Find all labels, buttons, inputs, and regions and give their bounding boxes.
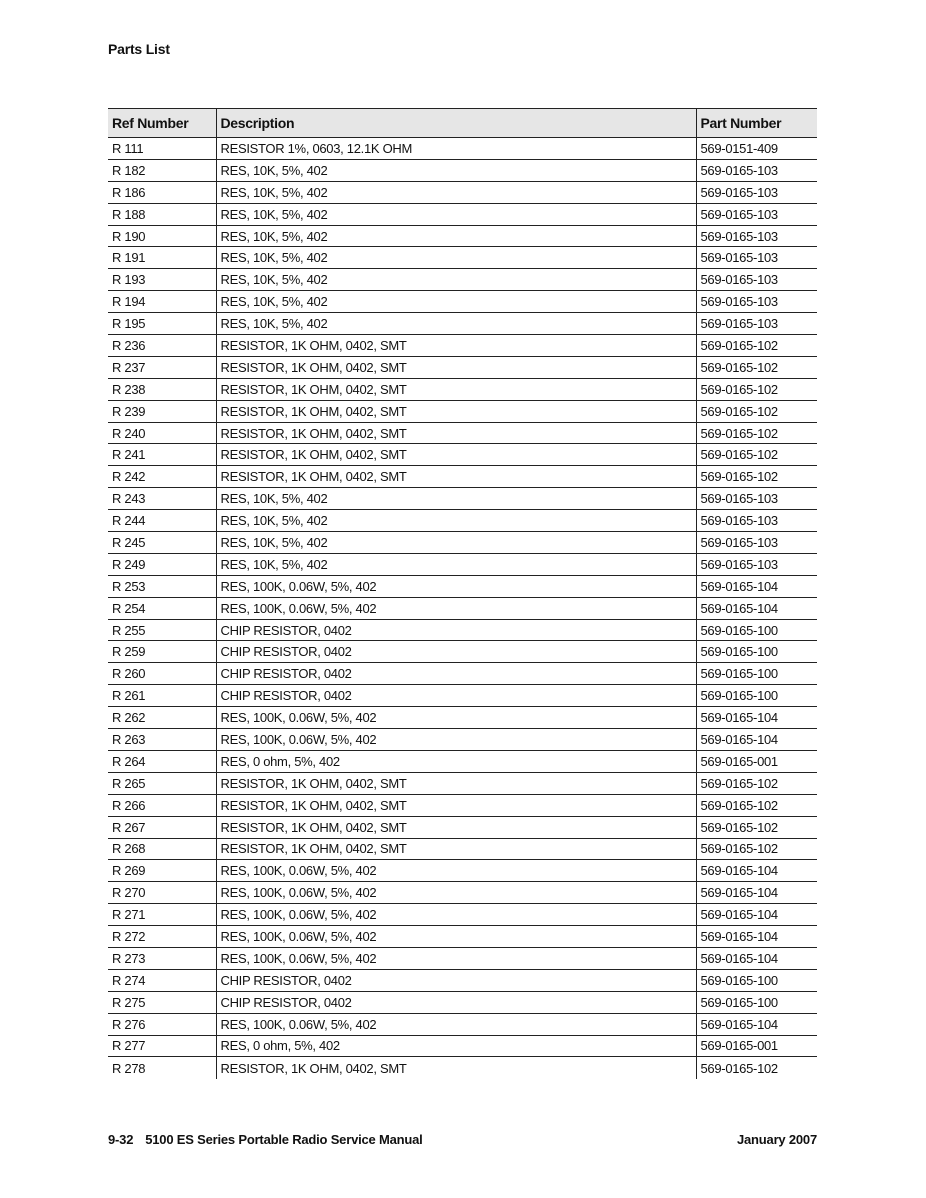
table-row	[108, 291, 817, 313]
ref-number-cell: R 238	[108, 378, 216, 400]
ref-number-cell: R 269	[108, 860, 216, 882]
description-cell: RESISTOR, 1K OHM, 0402, SMT	[216, 422, 696, 444]
ref-number-cell: R 255	[108, 619, 216, 641]
table-row	[108, 707, 817, 729]
part-number-cell: 569-0165-103	[696, 313, 817, 335]
table-row	[108, 619, 817, 641]
ref-number-cell: R 277	[108, 1035, 216, 1057]
description-cell: RES, 10K, 5%, 402	[216, 159, 696, 181]
column-header-part-number: Part Number	[696, 109, 817, 138]
table-row	[108, 335, 817, 357]
description-cell: RES, 100K, 0.06W, 5%, 402	[216, 575, 696, 597]
description-cell: RESISTOR, 1K OHM, 0402, SMT	[216, 1057, 696, 1079]
table-row	[108, 794, 817, 816]
table-row	[108, 838, 817, 860]
part-number-cell: 569-0165-104	[696, 597, 817, 619]
part-number-cell: 569-0165-103	[696, 159, 817, 181]
part-number-cell: 569-0165-103	[696, 291, 817, 313]
table-row	[108, 926, 817, 948]
ref-number-cell: R 236	[108, 335, 216, 357]
ref-number-cell: R 264	[108, 750, 216, 772]
part-number-cell: 569-0165-001	[696, 1035, 817, 1057]
ref-number-cell: R 237	[108, 356, 216, 378]
description-cell: RES, 100K, 0.06W, 5%, 402	[216, 729, 696, 751]
part-number-cell: 569-0165-104	[696, 904, 817, 926]
part-number-cell: 569-0165-103	[696, 203, 817, 225]
ref-number-cell: R 263	[108, 729, 216, 751]
column-header-description: Description	[216, 109, 696, 138]
description-cell: RES, 100K, 0.06W, 5%, 402	[216, 860, 696, 882]
description-cell: CHIP RESISTOR, 0402	[216, 685, 696, 707]
ref-number-cell: R 267	[108, 816, 216, 838]
ref-number-cell: R 265	[108, 772, 216, 794]
description-cell: RESISTOR, 1K OHM, 0402, SMT	[216, 816, 696, 838]
table-row	[108, 488, 817, 510]
ref-number-cell: R 111	[108, 138, 216, 160]
table-row	[108, 947, 817, 969]
table-row	[108, 991, 817, 1013]
description-cell: RES, 10K, 5%, 402	[216, 203, 696, 225]
ref-number-cell: R 241	[108, 444, 216, 466]
table-row	[108, 225, 817, 247]
table-row	[108, 969, 817, 991]
description-cell: RESISTOR, 1K OHM, 0402, SMT	[216, 466, 696, 488]
table-row	[108, 729, 817, 751]
footer-date: January 2007	[737, 1132, 817, 1147]
table-row	[108, 1035, 817, 1057]
part-number-cell: 569-0165-100	[696, 641, 817, 663]
description-cell: CHIP RESISTOR, 0402	[216, 969, 696, 991]
ref-number-cell: R 194	[108, 291, 216, 313]
table-row	[108, 203, 817, 225]
table-row	[108, 247, 817, 269]
ref-number-cell: R 266	[108, 794, 216, 816]
description-cell: RES, 100K, 0.06W, 5%, 402	[216, 882, 696, 904]
part-number-cell: 569-0165-001	[696, 750, 817, 772]
part-number-cell: 569-0165-102	[696, 378, 817, 400]
table-row	[108, 575, 817, 597]
part-number-cell: 569-0165-103	[696, 181, 817, 203]
ref-number-cell: R 253	[108, 575, 216, 597]
ref-number-cell: R 273	[108, 947, 216, 969]
part-number-cell: 569-0165-103	[696, 225, 817, 247]
table-row	[108, 269, 817, 291]
ref-number-cell: R 182	[108, 159, 216, 181]
part-number-cell: 569-0165-104	[696, 860, 817, 882]
table-header-row	[108, 109, 817, 138]
description-cell: RESISTOR 1%, 0603, 12.1K OHM	[216, 138, 696, 160]
part-number-cell: 569-0165-104	[696, 729, 817, 751]
description-cell: RES, 10K, 5%, 402	[216, 291, 696, 313]
description-cell: CHIP RESISTOR, 0402	[216, 991, 696, 1013]
page-footer	[108, 1132, 817, 1147]
part-number-cell: 569-0165-102	[696, 444, 817, 466]
description-cell: RES, 10K, 5%, 402	[216, 510, 696, 532]
column-header-ref-number: Ref Number	[108, 109, 216, 138]
table-row	[108, 750, 817, 772]
part-number-cell: 569-0165-100	[696, 969, 817, 991]
table-row	[108, 1013, 817, 1035]
description-cell: RESISTOR, 1K OHM, 0402, SMT	[216, 794, 696, 816]
ref-number-cell: R 242	[108, 466, 216, 488]
description-cell: RES, 10K, 5%, 402	[216, 553, 696, 575]
description-cell: RES, 10K, 5%, 402	[216, 488, 696, 510]
ref-number-cell: R 249	[108, 553, 216, 575]
table-row	[108, 663, 817, 685]
part-number-cell: 569-0165-100	[696, 685, 817, 707]
description-cell: RES, 10K, 5%, 402	[216, 181, 696, 203]
part-number-cell: 569-0165-103	[696, 488, 817, 510]
table-row	[108, 882, 817, 904]
parts-table-body	[108, 138, 817, 1079]
ref-number-cell: R 193	[108, 269, 216, 291]
description-cell: RESISTOR, 1K OHM, 0402, SMT	[216, 356, 696, 378]
description-cell: RES, 100K, 0.06W, 5%, 402	[216, 947, 696, 969]
description-cell: RESISTOR, 1K OHM, 0402, SMT	[216, 838, 696, 860]
part-number-cell: 569-0165-100	[696, 663, 817, 685]
part-number-cell: 569-0165-104	[696, 882, 817, 904]
table-row	[108, 860, 817, 882]
ref-number-cell: R 268	[108, 838, 216, 860]
description-cell: RES, 10K, 5%, 402	[216, 247, 696, 269]
ref-number-cell: R 262	[108, 707, 216, 729]
part-number-cell: 569-0165-103	[696, 247, 817, 269]
description-cell: RESISTOR, 1K OHM, 0402, SMT	[216, 444, 696, 466]
description-cell: RESISTOR, 1K OHM, 0402, SMT	[216, 400, 696, 422]
description-cell: RES, 0 ohm, 5%, 402	[216, 1035, 696, 1057]
footer-page-number: 9-32	[108, 1132, 134, 1147]
part-number-cell: 569-0165-104	[696, 575, 817, 597]
part-number-cell: 569-0165-104	[696, 1013, 817, 1035]
part-number-cell: 569-0165-104	[696, 926, 817, 948]
ref-number-cell: R 244	[108, 510, 216, 532]
ref-number-cell: R 195	[108, 313, 216, 335]
description-cell: RESISTOR, 1K OHM, 0402, SMT	[216, 335, 696, 357]
ref-number-cell: R 240	[108, 422, 216, 444]
ref-number-cell: R 186	[108, 181, 216, 203]
table-row	[108, 356, 817, 378]
ref-number-cell: R 275	[108, 991, 216, 1013]
table-row	[108, 444, 817, 466]
part-number-cell: 569-0165-102	[696, 1057, 817, 1079]
description-cell: RESISTOR, 1K OHM, 0402, SMT	[216, 772, 696, 794]
table-row	[108, 904, 817, 926]
part-number-cell: 569-0165-104	[696, 947, 817, 969]
table-row	[108, 400, 817, 422]
ref-number-cell: R 276	[108, 1013, 216, 1035]
footer-manual-title: 5100 ES Series Portable Radio Service Manual	[145, 1132, 423, 1147]
part-number-cell: 569-0165-102	[696, 335, 817, 357]
part-number-cell: 569-0165-102	[696, 400, 817, 422]
description-cell: RES, 100K, 0.06W, 5%, 402	[216, 904, 696, 926]
ref-number-cell: R 239	[108, 400, 216, 422]
ref-number-cell: R 261	[108, 685, 216, 707]
description-cell: RES, 10K, 5%, 402	[216, 269, 696, 291]
part-number-cell: 569-0165-103	[696, 510, 817, 532]
part-number-cell: 569-0165-104	[696, 707, 817, 729]
description-cell: RES, 10K, 5%, 402	[216, 225, 696, 247]
part-number-cell: 569-0165-102	[696, 772, 817, 794]
description-cell: RES, 0 ohm, 5%, 402	[216, 750, 696, 772]
ref-number-cell: R 254	[108, 597, 216, 619]
description-cell: RESISTOR, 1K OHM, 0402, SMT	[216, 378, 696, 400]
description-cell: CHIP RESISTOR, 0402	[216, 663, 696, 685]
part-number-cell: 569-0165-103	[696, 532, 817, 554]
part-number-cell: 569-0165-102	[696, 356, 817, 378]
ref-number-cell: R 270	[108, 882, 216, 904]
part-number-cell: 569-0165-102	[696, 816, 817, 838]
ref-number-cell: R 260	[108, 663, 216, 685]
part-number-cell: 569-0165-103	[696, 269, 817, 291]
ref-number-cell: R 190	[108, 225, 216, 247]
ref-number-cell: R 278	[112, 1060, 146, 1076]
table-row	[108, 313, 817, 335]
parts-list-table	[108, 108, 817, 1079]
table-row	[108, 422, 817, 444]
part-number-cell: 569-0165-102	[696, 422, 817, 444]
description-cell: RES, 100K, 0.06W, 5%, 402	[216, 597, 696, 619]
table-row	[108, 772, 817, 794]
part-number-cell: 569-0151-409	[696, 138, 817, 160]
part-number-cell: 569-0165-102	[696, 794, 817, 816]
ref-number-cell: R 191	[108, 247, 216, 269]
description-cell: RES, 100K, 0.06W, 5%, 402	[216, 1013, 696, 1035]
page-header-title: Parts List	[108, 41, 170, 57]
table-row	[108, 641, 817, 663]
ref-number-cell: R 259	[108, 641, 216, 663]
table-row	[108, 685, 817, 707]
part-number-cell: 569-0165-102	[696, 466, 817, 488]
ref-number-cell: R 271	[108, 904, 216, 926]
ref-number-cell: R 245	[108, 532, 216, 554]
part-number-cell: 569-0165-102	[696, 838, 817, 860]
table-row	[108, 510, 817, 532]
table-row	[108, 466, 817, 488]
table-row	[108, 138, 817, 160]
table-row	[108, 159, 817, 181]
ref-number-cell: R 243	[108, 488, 216, 510]
table-row	[108, 553, 817, 575]
description-cell: RES, 10K, 5%, 402	[216, 313, 696, 335]
ref-number-cell: R 274	[108, 969, 216, 991]
part-number-cell: 569-0165-100	[696, 991, 817, 1013]
description-cell: RES, 100K, 0.06W, 5%, 402	[216, 707, 696, 729]
table-row	[108, 597, 817, 619]
ref-number-cell: R 188	[108, 203, 216, 225]
part-number-cell: 569-0165-100	[696, 619, 817, 641]
table-row	[108, 181, 817, 203]
table-row	[108, 378, 817, 400]
ref-number-cell: R 272	[108, 926, 216, 948]
part-number-cell: 569-0165-103	[696, 553, 817, 575]
description-cell: RES, 10K, 5%, 402	[216, 532, 696, 554]
table-row	[108, 532, 817, 554]
description-cell: RES, 100K, 0.06W, 5%, 402	[216, 926, 696, 948]
table-row	[108, 816, 817, 838]
table-row	[108, 1057, 817, 1079]
description-cell: CHIP RESISTOR, 0402	[216, 641, 696, 663]
description-cell: CHIP RESISTOR, 0402	[216, 619, 696, 641]
